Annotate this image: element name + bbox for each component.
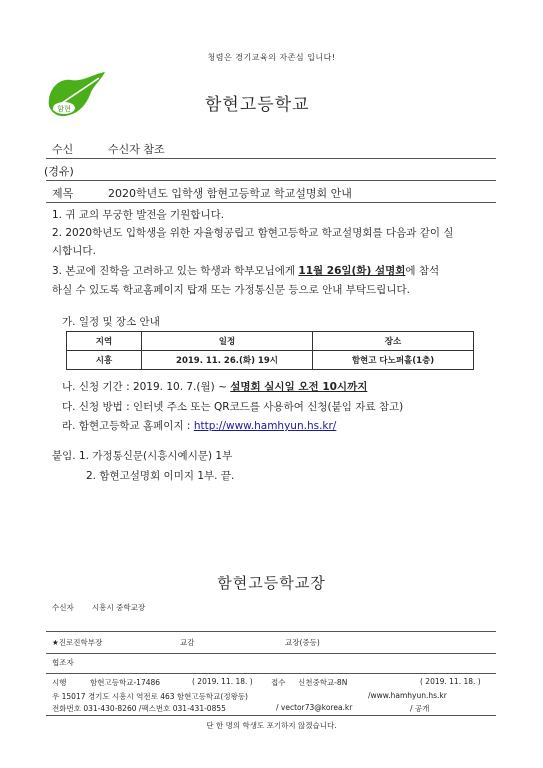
leaf-logo-icon xyxy=(43,70,113,130)
homepage-link[interactable]: http://www.hamhyun.hs.kr/ xyxy=(193,420,337,432)
receipt-label: 접수 xyxy=(271,678,286,687)
logo-text: 함현 xyxy=(57,105,71,113)
divider xyxy=(46,158,496,159)
section-na-pre: 나. 신청 기간 : 2019. 10. 7.(월) ~ xyxy=(62,381,231,393)
col-header-schedule: 일정 xyxy=(142,332,313,351)
divider xyxy=(46,653,496,654)
receipt-date: ( 2019. 11. 18. ) xyxy=(420,677,481,686)
approval-principal: 교장(중등) xyxy=(285,638,320,647)
deadline-emphasis: 설명회 실시일 오전 10시까지 xyxy=(230,381,368,393)
divider xyxy=(46,631,496,632)
schedule-table xyxy=(66,331,474,370)
subject-label: 제목 xyxy=(52,187,74,200)
principal-title: 함현고등학교장 xyxy=(217,574,326,592)
table-row xyxy=(67,351,474,370)
section-ga: 가. 일정 및 장소 안내 xyxy=(62,316,160,328)
phone-fax: 전화번호 031-430-8260 /팩스번호 031-431-0855 xyxy=(52,704,226,713)
enforce-value: 함현고등학교-17486 xyxy=(90,678,161,687)
attachment-2: 2. 함현고설명회 이미지 1부. 끝. xyxy=(86,470,235,482)
col-header-region: 지역 xyxy=(67,332,142,351)
cell-region: 시흥 xyxy=(67,351,142,370)
divider xyxy=(46,673,496,674)
col-header-venue: 장소 xyxy=(313,332,474,351)
section-na xyxy=(62,378,367,396)
attachment-1: 붙임. 1. 가정통신문(시흥시예시문) 1부 xyxy=(52,450,233,462)
recipient-label: 수신자 xyxy=(52,603,74,612)
section-ra-pre: 라. 함현고등학교 홈페이지 : xyxy=(62,420,194,432)
motto-text: 청렴은 경기교육의 자존심 입니다! xyxy=(207,53,336,62)
divider xyxy=(46,715,496,716)
recipient-value: 시흥시 중학교장 xyxy=(92,603,146,612)
body-line-2a: 2. 2020학년도 입학생을 위한 자율형공립고 함현고등학교 학교설명회를 다음과 같이 실 xyxy=(52,227,454,239)
cooperator-label: 협조자 xyxy=(52,658,74,667)
receiver-label: 수신 xyxy=(52,143,74,156)
section-da: 다. 신청 방법 : 인터넷 주소 또는 QR코드를 사용하여 신청(붙임 자료 참고) xyxy=(62,401,404,413)
subject-value: 2020학년도 입학생 함현고등학교 학교설명회 안내 xyxy=(108,187,352,200)
body-line-1: 1. 귀 교의 무궁한 발전을 기원합니다. xyxy=(52,209,225,221)
email: / vector73@korea.kr xyxy=(276,703,353,712)
approval-vice-principal: 교감 xyxy=(180,638,195,647)
divider xyxy=(46,202,496,203)
body-line-3a-pre: 3. 본교에 진학을 고려하고 있는 학생과 학부모님에게 xyxy=(52,265,299,277)
body-line-3a xyxy=(52,262,439,280)
body-line-3b: 하실 수 있도록 학교홈페이지 탑재 또는 가정통신문 등으로 안내 부탁드립니다. xyxy=(52,284,410,296)
section-ra xyxy=(62,417,336,435)
footer-slogan: 단 한 명의 학생도 포기하지 않겠습니다. xyxy=(206,721,337,730)
divider xyxy=(46,180,496,181)
body-line-3a-post: 에 참석 xyxy=(405,265,440,277)
receiver-value: 수신자 참조 xyxy=(108,143,165,156)
school-title: 함현고등학교 xyxy=(205,95,310,115)
cell-schedule: 2019. 11. 26.(화) 19시 xyxy=(142,351,313,370)
disclosure: / 공개 xyxy=(410,704,430,713)
receipt-value: 신천중학교-8N xyxy=(298,678,348,687)
via-label: (경유) xyxy=(44,165,74,178)
cell-venue: 함현고 다노퍼홀(1층) xyxy=(313,351,474,370)
school-logo xyxy=(43,70,113,130)
address: 우 15017 경기도 시흥시 역전로 463 함현고등학교(정왕동) xyxy=(52,692,248,701)
enforce-label: 시행 xyxy=(52,678,67,687)
event-date-emphasis: 11월 26일(화) 설명회 xyxy=(298,265,406,277)
website: /www.hamhyun.hs.kr xyxy=(368,691,447,700)
table-header-row xyxy=(67,332,474,351)
body-line-2b: 시합니다. xyxy=(52,245,96,257)
approval-dept-head: ★진로진학부장 xyxy=(52,638,103,647)
enforce-date: ( 2019. 11. 18. ) xyxy=(192,677,253,686)
